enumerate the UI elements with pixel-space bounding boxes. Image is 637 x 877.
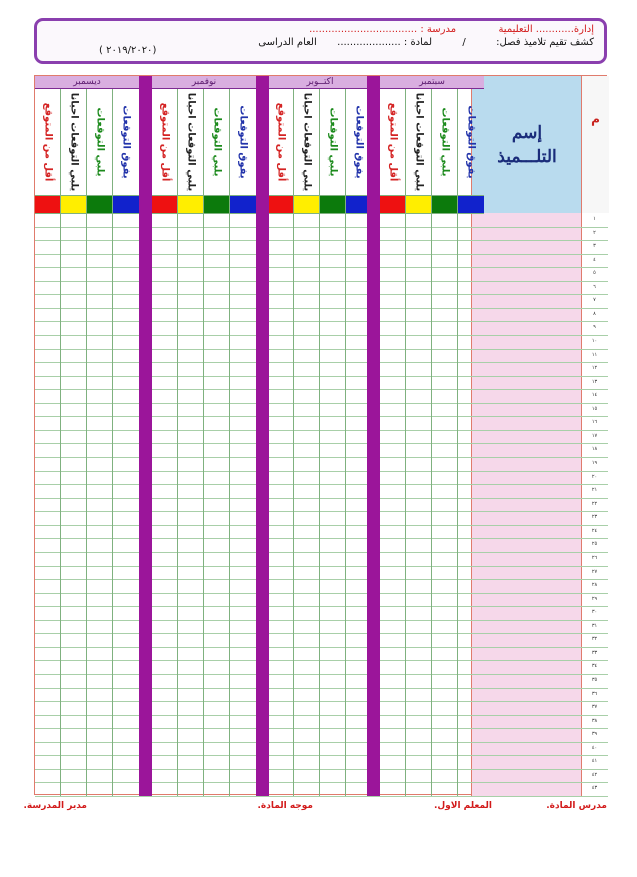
row-number: ١٤ [591,392,598,399]
row-number: ١٦ [591,419,598,426]
rating-column [380,89,406,796]
row-number: ٤٣ [591,785,598,792]
rating-label: أقل من المتوقع [42,102,53,182]
rating-column [320,89,346,796]
rating-column [230,89,256,796]
footer-supervisor: موجه المادة. [257,801,313,811]
row-number: ٢٥ [591,541,598,548]
row-number: ٣٩ [591,731,598,738]
row-number: ١١ [591,351,598,358]
row-number: ٢٠ [591,473,598,480]
month-block [268,76,372,796]
rating-color-chip [380,196,405,214]
rating-header [230,89,256,196]
month-header: سبتمبر [380,76,484,89]
rating-header [268,89,293,196]
row-number: ١٠ [591,338,598,345]
rating-label: يفوق التوقعات [465,105,477,179]
row-number: ٣٤ [591,663,598,670]
footer-first-teacher: المعلم الاول. [433,801,492,811]
rating-color-chip [294,196,319,214]
rating-header [113,89,139,196]
rating-label: يلبي التوقعات احيانا [413,92,424,192]
rating-color-chip [61,196,86,214]
month-separator [139,76,152,796]
sheet-title: كشف تقيم تلاميذ فصل: [496,37,594,48]
row-number: ٣٦ [591,690,598,697]
footer-principal: مدير المدرسة. [23,801,87,811]
row-number: ٥ [593,270,596,277]
rating-label: يفوق التوقعات [120,105,132,179]
row-number: ٤ [593,256,596,263]
month-separator [367,76,380,796]
row-number: ٣٨ [591,717,598,724]
row-number: ٢٩ [591,595,598,602]
rating-label: أقل من المتوقع [159,102,170,182]
student-name-header [472,76,582,213]
footer-teacher: مدرس المادة. [546,801,607,811]
rating-color-chip [178,196,203,214]
rating-column [268,89,294,796]
school-year: (٢٠١٩/٢٠٢٠ ) [99,45,157,56]
header-line-3 [99,45,156,56]
rating-column [432,89,458,796]
rating-label: أقل من المتوقع [275,102,286,182]
row-number: ٢٤ [591,527,598,534]
rating-header [87,89,112,196]
month-header: اكتــوبر [268,76,372,89]
month-block [35,76,139,796]
rating-color-chip [432,196,457,214]
row-number: ٢٣ [591,514,598,521]
row-number: ٢ [593,229,596,236]
rating-label: يلبي التوقعات [327,107,338,177]
row-number: ٤٢ [591,771,598,778]
rating-header [61,89,86,196]
row-number: ٣٣ [591,649,598,656]
row-number: ١٩ [591,460,598,467]
name-header-line-1: إسم [511,122,543,143]
rating-label: يلبي التوقعات احيانا [185,92,196,192]
row-number: ٩ [593,324,596,331]
header-line-1 [309,24,594,35]
rating-label: يفوق التوقعات [353,105,365,179]
row-number: ٣٧ [591,704,598,711]
row-number: ٢٧ [591,568,598,575]
row-number: ٧ [593,297,596,304]
rating-color-chip [152,196,177,214]
rating-header [380,89,405,196]
row-number: ١ [593,216,596,222]
rating-header [35,89,60,196]
rating-header [320,89,345,196]
month-separator [256,76,269,796]
rating-column [61,89,87,796]
header-line-2 [258,37,594,48]
rating-label: يلبي التوقعات [439,107,450,177]
row-number: ٣٢ [591,636,598,643]
row-number: ١٨ [591,446,598,453]
rating-column [294,89,320,796]
school-text: مدرسة : .................................. [309,24,457,35]
row-number: ٣١ [591,622,598,629]
row-number: ٤١ [591,758,598,765]
month-block [380,76,484,796]
rating-color-chip [458,196,484,214]
row-number: ١٥ [591,405,598,412]
row-number: ٣٥ [591,676,598,683]
number-header: م [582,76,609,213]
rating-column [152,89,178,796]
year-label: العام الدراسى [258,37,317,48]
rating-column [406,89,432,796]
rating-column [113,89,139,796]
rating-header [152,89,177,196]
rating-column [178,89,204,796]
rating-header [294,89,319,196]
rating-color-chip [35,196,60,214]
evaluation-table [34,75,607,795]
row-number: ٨ [593,310,596,317]
row-number: ٢٢ [591,500,598,507]
rating-label: يفوق التوقعات [237,105,249,179]
month-header: نوفمبر [152,76,256,89]
name-header-line-2: التلـــميذ [497,146,557,167]
row-number: ١٣ [591,378,598,385]
rating-header [458,89,484,196]
month-header: ديسمبر [35,76,139,89]
rating-column [204,89,230,796]
rating-column [35,89,61,796]
row-number: ١٧ [591,432,598,439]
header-box [34,18,607,64]
rating-header [204,89,229,196]
month-block [152,76,256,796]
row-number: ٢٦ [591,554,598,561]
row-number: ٣ [593,243,596,250]
rating-label: أقل من المتوقع [387,102,398,182]
rating-color-chip [113,196,139,214]
rating-color-chip [268,196,293,214]
rating-label: يلبي التوقعات احيانا [68,92,79,192]
rating-color-chip [406,196,431,214]
rating-column [458,89,484,796]
rating-color-chip [204,196,229,214]
rating-label: يلبي التوقعات احيانا [301,92,312,192]
rating-label: يلبي التوقعات [211,107,222,177]
row-divider [35,796,608,797]
row-number: ٤٠ [591,744,598,751]
rating-label: يلبي التوقعات [94,107,105,177]
row-number: ٦ [593,283,596,290]
subject-text: لمادة : .................... [337,37,433,48]
admin-text: إدارة............ التعليمية [498,24,594,35]
rating-column [87,89,113,796]
row-number: ١٢ [591,365,598,372]
rating-color-chip [320,196,345,214]
rating-header [406,89,431,196]
rating-color-chip [87,196,112,214]
rating-color-chip [230,196,256,214]
class-slash: / [462,37,466,48]
row-number: ٢١ [591,487,598,494]
rating-header [432,89,457,196]
row-number: ٢٨ [591,582,598,589]
row-number: ٣٠ [591,609,598,616]
rating-header [178,89,203,196]
